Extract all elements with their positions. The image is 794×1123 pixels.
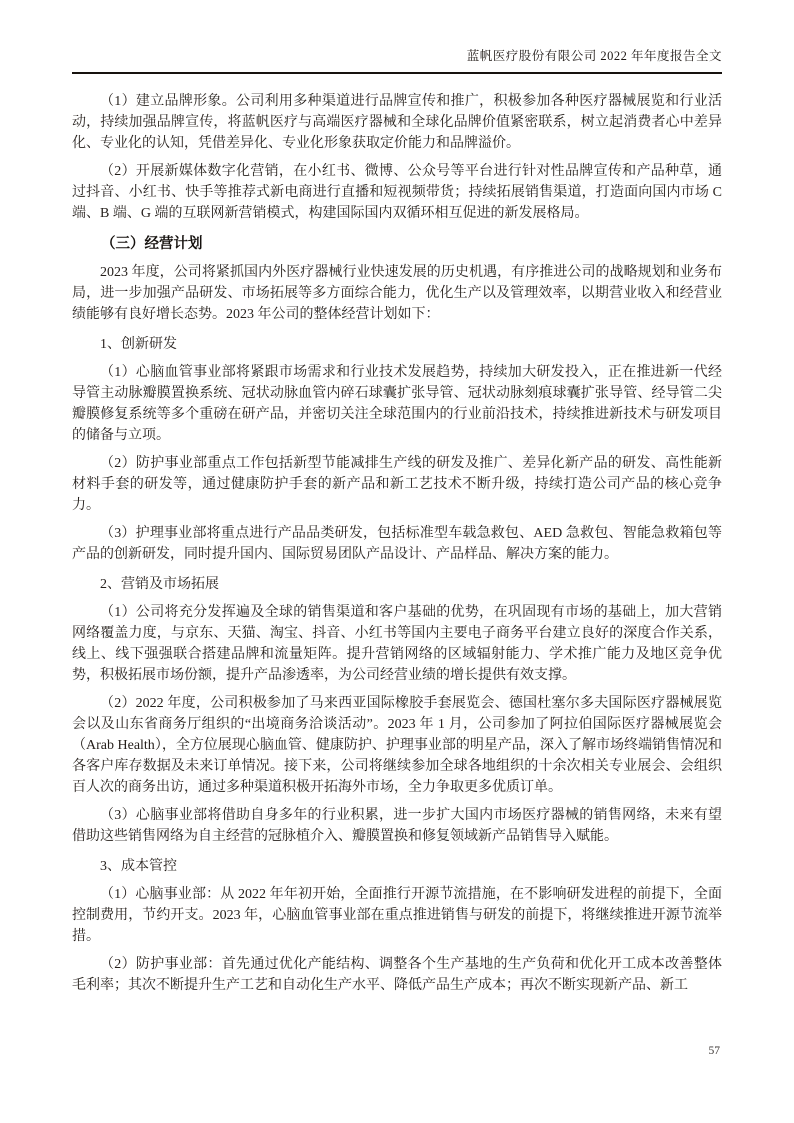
para-cardio-sales-network: （3）心脑事业部将借助自身多年的行业积累，进一步扩大国内市场医疗器械的销售网络，未来有望借助这些销售网络为自主经营的冠脉植介入、瓣膜置换和修复领域新产品销售导入赋能。 [72, 808, 722, 844]
report-header-title: 蓝帆医疗股份有限公司 2022 年年度报告全文 [72, 46, 722, 74]
report-body [72, 74, 722, 996]
heading-marketing-expansion: 2、营销及市场拓展 [100, 577, 219, 592]
para-exhibitions: （2）2022 年度，公司积极参加了马来西亚国际橡胶手套展览会、德国杜塞尔多夫国际医疗器械展览会以及山东省商务厅组织的“出境商务洽谈活动”。2023 年 1 月，公司参加了阿拉伯国际医疗器械展览会（Arab Health），全方位展现心脑血管、健康防护、护理事业部的明星产品，深入了解市场终端销售情况和各客户库存数据及未来订单情况。接下来，公司将继续参加全球各地组织的十余次相关专业展会、会组织百人次的商务出访，通过多种渠道积极开拓海外市场，全力争取更多优质订单。 [72, 696, 722, 795]
heading-innovation-rd: 1、创新研发 [100, 337, 177, 352]
para-brand-image: （1）建立品牌形象。公司利用多种渠道进行品牌宣传和推广，积极参加各种医疗器械展览和行业活动，持续加强品牌宣传，将蓝帆医疗与高端医疗器械和全球化品牌价值紧密联系，树立起消费者心中差异化、专业化的认知，凭借差异化、专业化形象获取定价能力和品牌溢价。 [72, 94, 722, 151]
para-cardio-cost: （1）心脑事业部：从 2022 年年初开始，全面推行开源节流措施，在不影响研发进程的前提下，全面控制费用，节约开支。2023 年，心脑血管事业部在重点推进销售与研发的前提下，将继续推进开源节流举措。 [72, 887, 722, 944]
heading-cost-control: 3、成本管控 [100, 859, 177, 874]
para-2023-overview: 2023 年度，公司将紧抓国内外医疗器械行业快速发展的历史机遇，有序推进公司的战略规划和业务布局，进一步加强产品研发、市场拓展等多方面综合能力，优化生产以及管理效率，以期营业收入和经营业绩能够有良好增长态势。2023 年公司的整体经营计划如下： [72, 265, 722, 322]
para-nursing-rd: （3）护理事业部将重点进行产品品类研发，包括标准型车载急救包、AED 急救包、智能急救箱包等产品的创新研发，同时提升国内、国际贸易团队产品设计、产品样品、解决方案的能力。 [72, 526, 722, 562]
para-digital-marketing: （2）开展新媒体数字化营销，在小红书、微博、公众号等平台进行针对性品牌宣传和产品种草，通过抖音、小红书、快手等推荐式新电商进行直播和短视频带货；持续拓展销售渠道，打造面向国内市场 C 端、B 端、G 端的互联网新营销模式，构建国际国内双循环相互促进的新发展格局。 [72, 164, 722, 221]
para-protective-cost: （2）防护事业部：首先通过优化产能结构、调整各个生产基地的生产负荷和优化开工成本改善整体毛利率；其次不断提升生产工艺和自动化生产水平、降低产品生产成本；再次不断实现新产品、新工 [72, 957, 722, 993]
page-number: 57 [708, 1045, 720, 1057]
heading-operating-plan: （三）经营计划 [101, 236, 203, 252]
para-sales-channels: （1）公司将充分发挥遍及全球的销售渠道和客户基础的优势，在巩固现有市场的基础上，加大营销网络覆盖力度，与京东、天猫、淘宝、抖音、小红书等国内主要电子商务平台建立良好的深度合作关系，线上、线下强强联合搭建品牌和流量矩阵。提升营销网络的区域辐射能力、学术推广能力及地区竞争优势，积极拓展市场份额，提升产品渗透率，为公司经营业绩的增长提供有效支撑。 [72, 605, 722, 683]
para-cardio-rd: （1）心脑血管事业部将紧跟市场需求和行业技术发展趋势，持续加大研发投入，正在推进新一代经导管主动脉瓣膜置换系统、冠状动脉血管内碎石球囊扩张导管、冠状动脉刻痕球囊扩张导管、经导管二尖瓣膜修复系统等多个重磅在研产品，并密切关注全球范围内的行业前沿技术，持续推进新技术与研发项目的储备与立项。 [72, 365, 722, 443]
para-protective-rd: （2）防护事业部重点工作包括新型节能减排生产线的研发及推广、差异化新产品的研发、高性能新材料手套的研发等，通过健康防护手套的新产品和新工艺技术不断升级，持续打造公司产品的核心竞争力。 [72, 456, 722, 513]
